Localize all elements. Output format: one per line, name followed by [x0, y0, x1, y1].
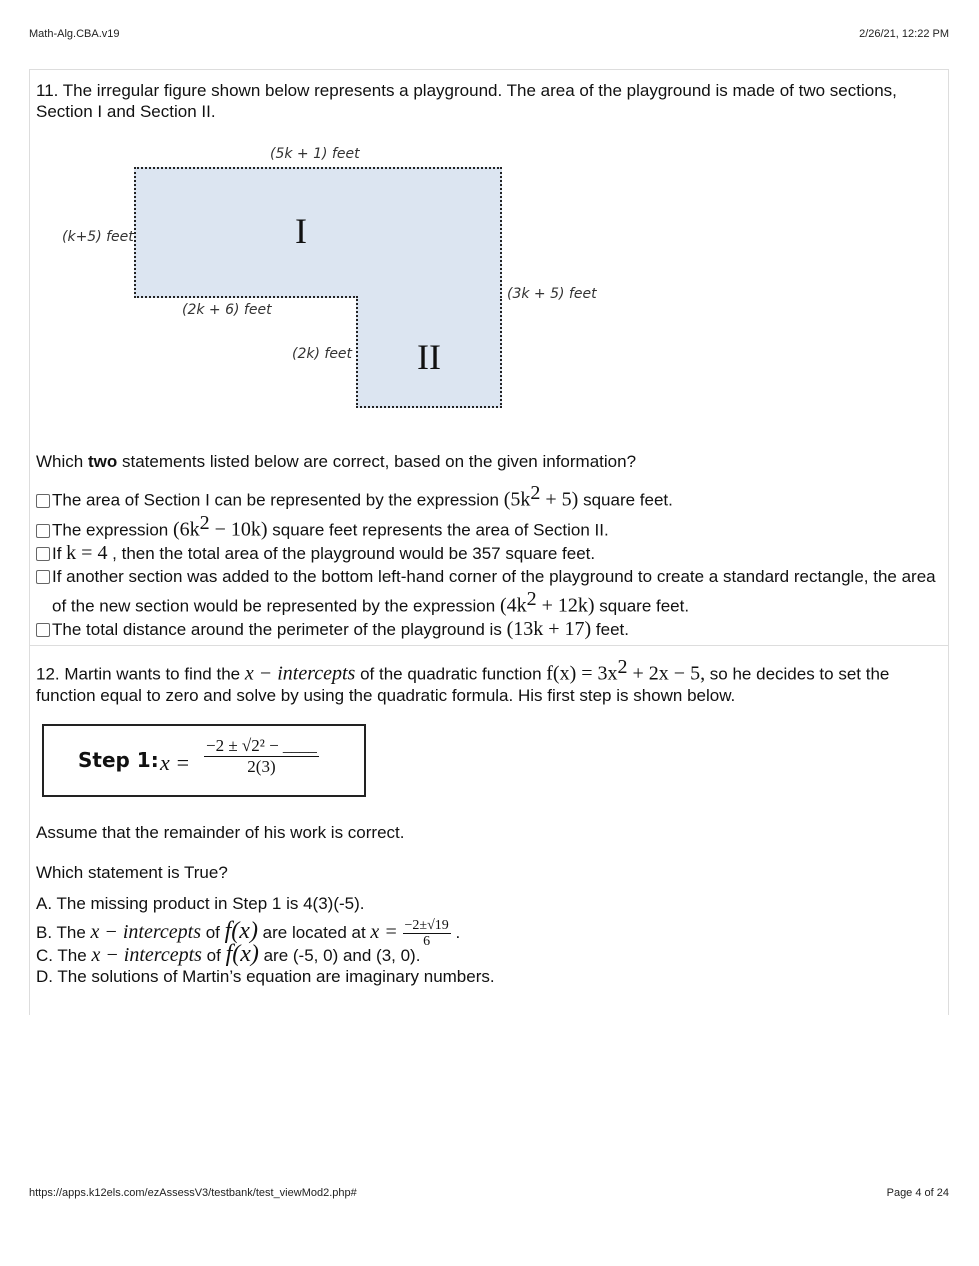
question-emphasis: two [87, 452, 118, 471]
option-2[interactable] [36, 512, 946, 542]
option-4[interactable] [36, 566, 946, 619]
text: are located at [257, 922, 371, 942]
choice-a: A. The missing product in Step 1 is 4(3)(-5). [36, 894, 365, 913]
checkbox[interactable] [36, 623, 50, 637]
question-divider [29, 645, 949, 646]
q11-options [36, 482, 946, 642]
option-text: If [52, 544, 67, 564]
math: (13k + 17) [506, 618, 592, 641]
step-lhs: x = [160, 750, 191, 775]
right-dimension: (3k + 5) feet [507, 286, 597, 302]
math: + 12k) [536, 594, 595, 617]
text: C. The [36, 946, 92, 965]
choice-d: D. The solutions of Martin’s equation are imaginary numbers. [36, 967, 495, 986]
math: x − intercepts [244, 662, 356, 685]
text: . [450, 922, 461, 942]
which-text: Which statement is True? [36, 863, 228, 882]
text: of the quadratic function [355, 664, 547, 684]
section-1-label: I [295, 211, 307, 251]
option-5[interactable] [36, 618, 946, 642]
text: are (-5, 0) and (3, 0). [258, 946, 421, 965]
text: B. The [36, 922, 91, 942]
question-text: statements listed below are correct, based on the given information? [117, 452, 637, 471]
footer-page: Page 4 of 24 [886, 1187, 949, 1199]
math: 2 [199, 512, 210, 535]
denominator: 6 [423, 934, 431, 949]
checkbox[interactable] [36, 547, 50, 561]
checkbox[interactable] [36, 524, 50, 538]
math: (6k [172, 518, 200, 541]
math: f(x) [224, 917, 258, 944]
section-1-rect [134, 167, 502, 298]
numerator: −2±√19 [404, 918, 449, 933]
math: (4k [499, 594, 527, 617]
step-1-box [42, 724, 366, 797]
text: of [201, 946, 226, 965]
option-text: If another section was added to the bottom left-hand corner of the playground to create a standard rectangle, the area of the new section would be represented by the expression [52, 566, 936, 616]
math: 2 [617, 656, 628, 678]
inner-dimension: (2k) feet [292, 346, 353, 362]
header-date: 2/26/21, 12:22 PM [859, 28, 949, 40]
denominator: 2(3) [247, 757, 276, 776]
option-text: The expression [52, 520, 173, 540]
math: 2 [530, 482, 541, 504]
math: 2 [526, 588, 537, 611]
option-text: square feet. [578, 490, 673, 510]
q11-prompt: 11. The irregular figure shown below represents a playground. The area of the playground is made of two sections, Section I and Section II. [36, 81, 897, 121]
math: − 10k) [209, 518, 268, 541]
math: f(x) = 3x [546, 662, 618, 685]
section-2-label: II [417, 337, 441, 377]
numerator: −2 ± √2² − ____ [206, 736, 317, 755]
question-text: Which [36, 452, 88, 471]
text: so he decides to set the function equal to zero and solve by using the quadratic formula. His first step is shown below. [36, 664, 890, 705]
text: of [201, 922, 225, 942]
assume-text: Assume that the remainder of his work is correct. [36, 823, 405, 842]
math: x − intercepts [90, 920, 201, 943]
option-text: feet. [591, 620, 629, 640]
footer-url: https://apps.k12els.com/ezAssessV3/testbank/test_viewMod2.php# [29, 1187, 357, 1199]
choice-c [36, 941, 421, 967]
step-fraction [204, 736, 319, 777]
option-1[interactable] [36, 482, 946, 512]
math: + 2x − 5, [627, 662, 706, 685]
checkbox[interactable] [36, 494, 50, 508]
math: x = [370, 920, 398, 943]
top-dimension: (5k + 1) feet [270, 146, 360, 162]
q11-question [36, 451, 636, 472]
math: x − intercepts [91, 944, 202, 966]
math: (5k [503, 488, 531, 511]
q12-prompt [36, 657, 936, 706]
step-label: Step 1: [78, 748, 159, 772]
option-text: , then the total area of the playground would be 357 square feet. [107, 544, 596, 564]
math: k = 4 [66, 542, 108, 565]
left-dimension: (k+5) feet [62, 229, 134, 245]
bottom-dimension: (2k + 6) feet [182, 302, 272, 318]
math: + 5) [540, 488, 579, 511]
option-text: The total distance around the perimeter of the playground is [52, 620, 507, 640]
option-3[interactable] [36, 542, 946, 566]
option-text: The area of Section I can be represented by the expression [52, 490, 504, 510]
math: f(x) [225, 941, 259, 967]
header-title: Math-Alg.CBA.v19 [29, 28, 120, 40]
checkbox[interactable] [36, 570, 50, 584]
text: 12. Martin wants to find the [36, 664, 245, 684]
option-text: square feet represents the area of Section II. [267, 520, 609, 540]
option-text: square feet. [594, 596, 690, 616]
